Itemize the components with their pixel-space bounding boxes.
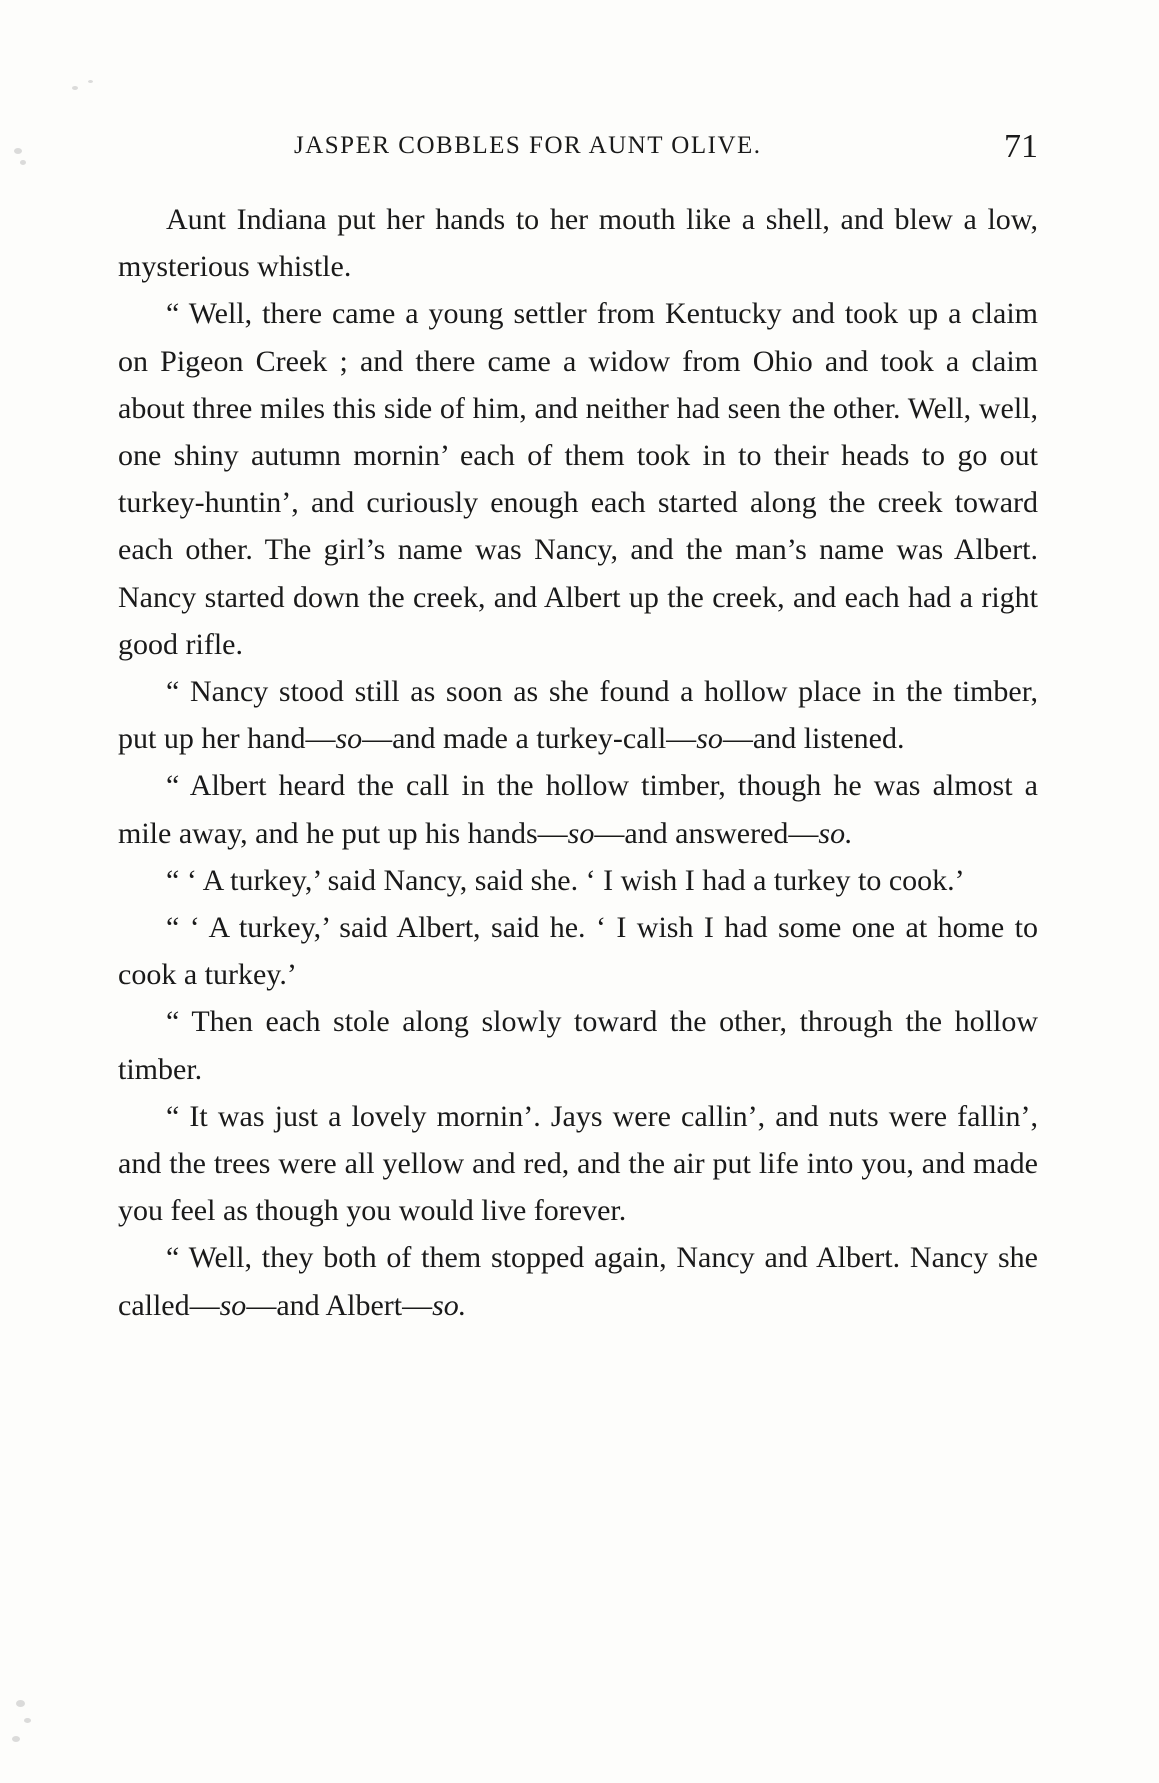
text-run: “ ‘ A turkey,’ said Albert, said he. ‘ I wish I had some one at home to cook a turkey.’ bbox=[118, 911, 1038, 992]
text-run: “ ‘ A turkey,’ said Nancy, said she. ‘ I wish I had a turkey to cook.’ bbox=[166, 863, 965, 897]
running-title: JASPER COBBLES FOR AUNT OLIVE. bbox=[294, 132, 762, 159]
print-speck bbox=[20, 160, 26, 165]
text-run: —and made a turkey-call— bbox=[362, 722, 697, 756]
italic-text: so bbox=[219, 1288, 247, 1322]
paragraph bbox=[118, 857, 1038, 904]
italic-text: so bbox=[696, 722, 723, 756]
text-run: “ Then each stole along slowly toward the other, through the hollow timber. bbox=[118, 1005, 1038, 1086]
paragraph bbox=[118, 1234, 1038, 1328]
italic-text: so. bbox=[818, 816, 853, 850]
italic-text: so bbox=[567, 816, 595, 850]
paragraph bbox=[118, 196, 1038, 290]
paragraph bbox=[118, 1093, 1038, 1235]
paragraph bbox=[118, 668, 1038, 762]
paragraph bbox=[118, 904, 1038, 998]
text-run: —and listened. bbox=[722, 722, 905, 756]
text-run: Aunt Indiana put her hands to her mouth like a shell, and blew a low, mysterious whistle. bbox=[118, 203, 1038, 284]
text-run: “ Well, they both of them stopped again, Nancy and Albert. Nancy she called— bbox=[118, 1241, 1038, 1322]
paragraph bbox=[118, 762, 1038, 856]
print-speck bbox=[72, 86, 78, 90]
italic-text: so bbox=[335, 722, 363, 756]
text-run: —and Albert— bbox=[246, 1288, 433, 1322]
text-run: “ It was just a lovely mornin’. Jays were callin’, and nuts were fallin’, and the trees were all yellow and red, and the air put life into you, and made you feel as though you would live forever. bbox=[118, 1099, 1038, 1228]
italic-text: so. bbox=[432, 1288, 467, 1322]
print-speck bbox=[12, 1736, 20, 1742]
body-text bbox=[118, 196, 1038, 1329]
page-number: 71 bbox=[1004, 128, 1038, 165]
text-run: “ Nancy stood still as soon as she found a hollow place in the timber, put up her hand— bbox=[118, 675, 1038, 756]
print-speck bbox=[88, 80, 93, 83]
page-header bbox=[118, 128, 1038, 178]
text-run: —and answered— bbox=[594, 816, 819, 850]
paragraph bbox=[118, 998, 1038, 1092]
text-run: “ Well, there came a young settler from Kentucky and took up a claim on Pigeon Creek ; and there came a widow from Ohio and took a claim about three miles this side of him, and neither had seen the other. Well, well, one shiny autumn mornin’ each of them took in to their heads to go out turkey-huntin’, and curiously enough each started along the creek toward each other. The girl’s name was Nancy, and the man’s name was Albert. Nancy started down the creek, and Albert up the creek, and each had a right good rifle. bbox=[118, 297, 1038, 661]
print-speck bbox=[14, 148, 22, 154]
print-speck bbox=[16, 1700, 25, 1707]
text-run: “ Albert heard the call in the hollow timber, though he was almost a mile away, and he put up his hands— bbox=[118, 769, 1038, 850]
paragraph bbox=[118, 290, 1038, 668]
print-speck bbox=[24, 1718, 31, 1723]
